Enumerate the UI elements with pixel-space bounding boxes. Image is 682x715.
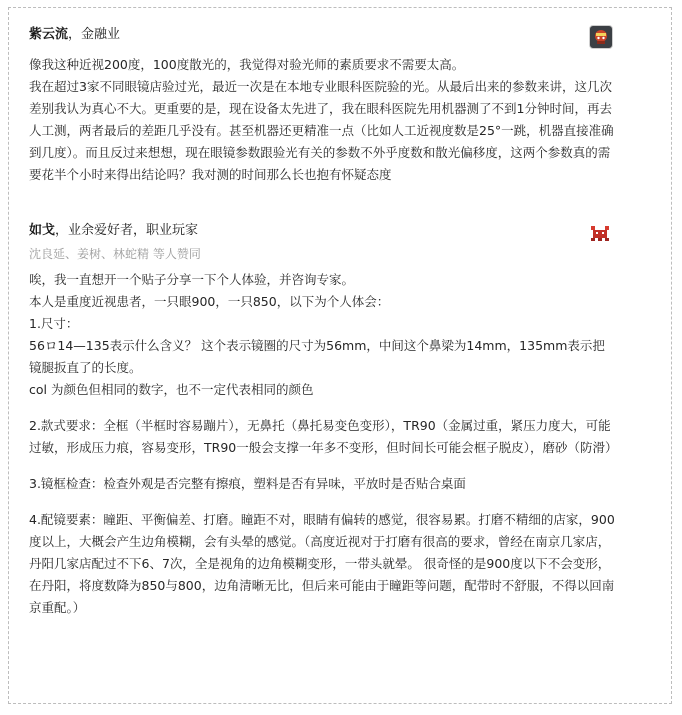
answer-paragraph: 56ロ14—135表示什么含义？ 这个表示镜圈的尺寸为56mm，中间这个鼻梁为14mm，135mm表示把镜腿扳直了的长度。 bbox=[29, 338, 605, 375]
author-line bbox=[29, 221, 615, 241]
answer-body bbox=[29, 54, 615, 186]
answer-paragraph: 4.配镜要素：瞳距、平衡偏差、打磨。瞳距不对，眼睛有偏转的感觉，很容易累。打磨不精细的店家，900度以上，大概会产生边角模糊，会有头晕的感觉。（高度近视对于打磨有很高的要求，曾经在南京几家店，丹阳几家店配过不下6、7次，全是视角的边角模糊变形，一带头就晕。 很奇怪的是900度以下不会变形，在丹阳，将度数降为850与800，边角清晰无比，但后来可能由于瞳距等问题，配带时不舒服，不得以回南京重配。） bbox=[29, 512, 615, 615]
author-line bbox=[29, 25, 615, 45]
answer-paragraph: 唉，我一直想开一个贴子分享一下个人体验，并咨询专家。 bbox=[29, 272, 355, 287]
answer-paragraph: col 为颜色但相同的数字，也不一定代表相同的颜色 bbox=[29, 382, 314, 397]
dark-mascot-avatar-icon[interactable] bbox=[589, 25, 613, 49]
upvoters-line[interactable]: 沈良延、姜树、林蛇精 等人赞同 bbox=[29, 247, 201, 261]
answer-paragraph: 2.款式要求：全框（半框时容易蹦片），无鼻托（鼻托易变色变形），TR90（金属过重，紧压力度大，可能过敏，形成压力痕，容易变形，TR90一般会支撑一年多不变形，但时间长可能会框子脱皮），磨砂（防滑） bbox=[29, 418, 618, 455]
red-pixel-avatar-icon[interactable] bbox=[589, 222, 611, 244]
answer-item bbox=[29, 221, 618, 619]
answer-paragraph: 本人是重度近视患者，一只眼900，一只850，以下为个人体会： bbox=[29, 294, 390, 309]
author-bio: 金融业 bbox=[81, 27, 121, 42]
answer-paragraph: 3.镜框检查：检查外观是否完整有擦痕，塑料是否有异味，平放时是否贴合桌面 bbox=[29, 476, 466, 491]
answer-body bbox=[29, 269, 618, 619]
author-separator: ， bbox=[68, 27, 82, 42]
answer-paragraph: 1.尺寸： bbox=[29, 316, 79, 331]
author-name[interactable]: 如戈 bbox=[29, 223, 56, 238]
answer-paragraph: 像我这种近视200度，100度散光的，我觉得对验光师的素质要求不需要太高。 bbox=[29, 57, 465, 72]
answer-paragraph: 我在超过3家不同眼镜店验过光，最近一次是在本地专业眼科医院验的光。从最后出来的参数来讲，这几次差别我认为真心不大。更重要的是，现在设备太先进了，我在眼科医院先用机器测了不到1分钟时间，再去人工测，两者最后的差距几乎没有。甚至机器还更精准一点（比如人工近视度数是25°一跳，机器直接准确到几度）。而且反过来想想，现在眼镜参数跟验光有关的参数不外乎度数和散光偏移度，这两个参数真的需要花半个小时来得出结论吗？我对测的时间那么长也抱有怀疑态度 bbox=[29, 79, 614, 182]
answer-item bbox=[29, 25, 615, 186]
author-name[interactable]: 紫云流 bbox=[29, 27, 69, 42]
author-separator: ， bbox=[55, 223, 69, 238]
answer-list bbox=[8, 7, 672, 704]
author-bio: 业余爱好者，职业玩家 bbox=[68, 223, 199, 238]
